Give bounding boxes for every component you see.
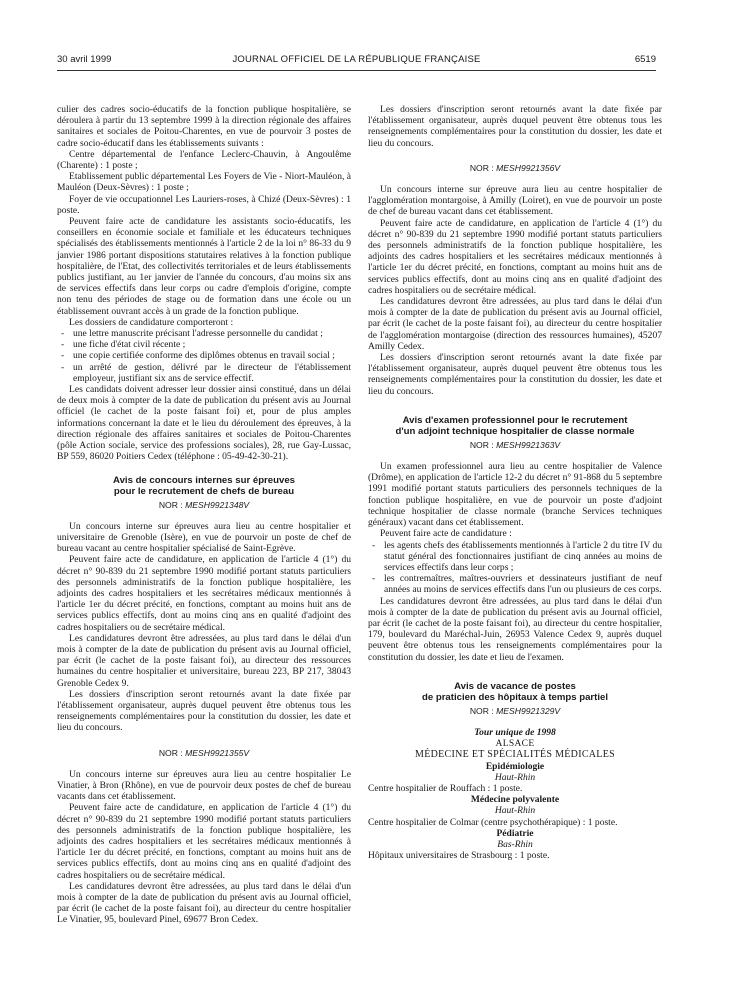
section-title: [57, 475, 351, 497]
list-item: - les contremaîtres, maîtres-ouvriers et dessinateurs justifiant de neuf années au moins de services effectifs dans l'un ou plusieurs de ces corps.: [372, 573, 662, 595]
section-title-line: Avis de concours internes sur épreuves: [113, 474, 295, 486]
list-item: - une lettre manuscrite précisant l'adresse personnelle du candidat ;: [61, 328, 351, 339]
post-entry: Centre hospitalier de Colmar (centre psychothérapique) : 1 poste.: [368, 816, 618, 828]
specialty-heading: Médecine polyvalente: [470, 794, 560, 806]
issue-date: 30 avril 1999: [57, 54, 112, 65]
paragraph: Etablissement public départemental Les Foyers de Vie - Niort-Mauléon, à Mauléon (Deux-Sèvres) : 1 poste ;: [57, 171, 351, 194]
paragraph: Peuvent faire acte de candidature, en application de l'article 4 (1°) du décret n° 90-839 du 21 septembre 1990 modifié portant statuts particuliers des personnels administratifs de la fonction publique hospitalière, les adjoints des cadres hospitaliers et les secrétaires médicaux mentionnés à l'article 1er du décret précité, en fonctions, comptant au moins huit ans de services publics effectifs, dont au moins cinq ans en qualité d'adjoint des cadres hospitaliers ou de secrétaire médical.: [57, 554, 351, 633]
section-title-line: d'un adjoint technique hospitalier de classe normale: [395, 425, 635, 437]
region-heading: ALSACE: [495, 738, 535, 750]
nor-code: MESH9921355V: [185, 747, 250, 758]
section-title-line: de praticien des hôpitaux à temps partiel: [421, 691, 609, 703]
department-heading: Haut-Rhin: [494, 771, 536, 783]
paragraph: Un concours interne sur épreuves aura lieu au centre hospitalier Le Vinatier, à Bron (Rhône), en vue de pourvoir deux postes de chef de bureau vacants dans cet établissement.: [57, 768, 351, 803]
list-item: - une fiche d'état civil récente ;: [61, 339, 351, 350]
paragraph: Les candidats doivent adresser leur dossier ainsi constitué, dans un délai de deux mois à compter de la date de publication du présent avis au Journal officiel (le cachet de la poste faisant foi) et, pour de plus amples informations concernant la date et le lieu du déroulement des épreuves, à la direction régionale des affaires sanitaires et sociales de Poitou-Charentes (pôle Action sociale, service des professions sociales), 28, rue Gay-Lussac, BP 559, 86020 Poitiers Cedex (téléphone : 05-49-42-30-21).: [57, 384, 351, 463]
candidate-list: [368, 540, 662, 596]
nor-reference: [368, 163, 662, 174]
paragraph: Foyer de vie occupationnel Les Lauriers-roses, à Chizé (Deux-Sèvres) : 1 poste.: [57, 193, 351, 216]
paragraph: Les dossiers d'inscription seront retournés avant la date fixée par l'établissement organisateur, auprès duquel peuvent être obtenus tous les renseignements complémentaires pour la constitution du dossier, les date et lieu du concours.: [57, 688, 351, 734]
paragraph: Les candidatures devront être adressées, au plus tard dans le délai d'un mois à compter de la date de publication du présent avis au Journal officiel, par écrit (le cachet de la poste faisant foi), au directeur du centre hospitalier de l'agglomération montargoise (direction des ressources humaines), 45207 Amilly Cedex.: [368, 296, 662, 352]
journal-title: JOURNAL OFFICIEL DE LA RÉPUBLIQUE FRANÇAISE: [232, 54, 481, 65]
department-heading: Bas-Rhin: [497, 838, 533, 850]
right-column: [368, 104, 662, 861]
paragraph: Peuvent faire acte de candidature :: [380, 528, 512, 540]
paragraph: Les dossiers d'inscription seront retournés avant la date fixée par l'établissement organisateur, auprès duquel peuvent être obtenus tous les renseignements complémentaires pour la constitution du dossier, les date et lieu du concours.: [368, 352, 662, 397]
nor-label: NOR :: [158, 747, 183, 758]
paragraph: Un examen professionnel aura lieu au centre hospitalier de Valence (Drôme), en application de l'article 12-2 du décret n° 91-868 du 5 septembre 1991 modifié portant statuts particuliers des personnels techniques de la fonction publique hospitalière, en vue de pourvoir un poste d'adjoint technique hospitalier de classe normale (branche Services techniques généraux) vacant dans cet établissement.: [368, 461, 662, 529]
specialty-heading: Epidémiologie: [485, 760, 545, 772]
paragraph: Peuvent faire acte de candidature, en application de l'article 4 (1°) du décret n° 90-839 du 21 septembre 1990 modifié portant statuts particuliers des personnels administratifs de la fonction publique hospitalière, les adjoints des cadres hospitaliers et les secrétaires médicaux mentionnés à l'article 1er du décret précité, en fonctions, comptant au moins huit ans de services publics effectifs, dont au moins cinq ans en qualité d'adjoint des cadres hospitaliers ou de secrétaire médical.: [368, 217, 662, 296]
dossier-list: [57, 328, 351, 384]
department-heading: Haut-Rhin: [494, 805, 536, 817]
nor-reference: [368, 706, 662, 717]
nor-code: MESH9921329V: [496, 705, 561, 716]
post-entry: Hôpitaux universitaires de Strasbourg : 1 poste.: [368, 850, 550, 862]
section-title: [368, 415, 662, 437]
paragraph: Peuvent faire acte de candidature les assistants socio-éducatifs, les conseillers en économie sociale et familiale et les éducateurs techniques spécialisés des établissements mentionnés à l'article 2 de la loi n° 86-33 du 9 janvier 1986 portant dispositions statutaires relatives à la fonction publique hospitalière, de l'Etat, des collectivités territoriales et de leurs établissements publics justifiant, au 1er janvier de l'année du concours, d'au moins six ans de services effectifs dans leur corps ou cadre d'emplois d'origine, compte non tenu des périodes de stage ou de formation dans une école ou un établissement ouvrant accès à un grade de la fonction publique.: [57, 216, 351, 317]
paragraph: Un concours interne sur épreuve aura lieu au centre hospitalier de l'agglomération montargoise, à Amilly (Loiret), en vue de pourvoir un poste de chef de bureau vacant dans cet établissement.: [368, 184, 662, 218]
page-number: 6519: [634, 54, 656, 65]
paragraph: Un concours interne sur épreuves aura lieu au centre hospitalier et universitaire de Grenoble (Isère), en vue de pourvoir un poste de chef de bureau vacant au centre hospitalier spécialisé de Saint-Egrève.: [57, 520, 351, 555]
nor-reference: [368, 440, 662, 451]
list-item: - une copie certifiée conforme des diplômes obtenus en travail social ;: [61, 350, 351, 361]
list-item: - un arrêté de gestion, délivré par le directeur de l'établissement employeur, justifiant six ans de service effectif.: [61, 362, 351, 384]
paragraph: Les candidatures devront être adressées, au plus tard dans le délai d'un mois à compter de la date de publication du présent avis au Journal officiel, par écrit (le cachet de la poste faisant foi), au directeur du centre hospitalier Le Vinatier, 95, boulevard Pinel, 69677 Bron Cedex.: [57, 880, 351, 926]
nor-label: NOR :: [469, 705, 494, 716]
paragraph: Peuvent faire acte de candidature, en application de l'article 4 (1°) du décret n° 90-839 du 21 septembre 1990 modifié portant statuts particuliers des personnels administratifs de la fonction publique hospitalière, les adjoints des cadres hospitaliers et les secrétaires médicaux mentionnés à l'article 1er du décret précité, en fonctions, comptant au moins huit ans de services publics effectifs, dont au moins cinq ans en qualité d'adjoint des cadres hospitaliers ou de secrétaire médical.: [57, 802, 351, 881]
paragraph: Les candidatures devront être adressées, au plus tard dans le délai d'un mois à compter de la date de publication du présent avis au Journal officiel, par écrit (le cachet de la poste faisant foi), au directeur des ressources humaines du centre hospitalier et universitaire, bureau 223, BP 217, 38043 Grenoble Cedex 9.: [57, 632, 351, 689]
paragraph: Les dossiers d'inscription seront retournés avant la date fixée par l'établissement organisateur, auprès duquel peuvent être obtenus tous les renseignements complémentaires pour la constitution du dossier, les date et lieu du concours.: [368, 104, 662, 149]
tour-heading: Tour unique de 1998: [474, 726, 556, 738]
paragraph: Les dossiers de candidature comporteront :: [69, 316, 234, 328]
nor-label: NOR :: [158, 499, 183, 510]
left-column: [57, 104, 351, 926]
domain-heading: MÉDECINE ET SPÉCIALITÉS MÉDICALES: [415, 749, 615, 761]
specialty-heading: Pédiatrie: [496, 827, 534, 839]
section-title-line: pour le recrutement de chefs de bureau: [113, 485, 295, 497]
page-header: [57, 54, 656, 68]
section-title-line: Avis de vacance de postes: [454, 680, 576, 692]
nor-code: MESH9921356V: [496, 162, 561, 173]
nor-label: NOR :: [469, 162, 494, 173]
nor-code: MESH9921348V: [185, 499, 250, 510]
nor-reference: [57, 748, 351, 759]
paragraph: Les candidatures devront être adressées, au plus tard dans le délai d'un mois à compter de la date de publication du présent avis au Journal officiel, par écrit (le cachet de la poste faisant foi), au directeur du centre hospitalier, 179, boulevard du Maréchal-Juin, 26953 Valence Cedex 9, auprès duquel peuvent être obtenus tous les renseignements complémentaires pour la constitution du dossier, les date et lieu de l'examen.: [368, 595, 662, 663]
nor-code: MESH9921363V: [496, 439, 561, 450]
paragraph: Centre départemental de l'enfance Leclerc-Chauvin, à Angoulême (Charente) : 1 poste ;: [57, 148, 351, 172]
list-item: - les agents chefs des établissements mentionnés à l'article 2 du titre IV du statut général des fonctionnaires justifiant de cinq années au moins de services effectifs dans leur corps ;: [372, 540, 662, 574]
section-title-line: Avis d'examen professionnel pour le recrutement: [402, 414, 628, 426]
nor-reference: [57, 500, 351, 511]
header-rule: [57, 70, 656, 71]
section-title: [368, 681, 662, 703]
paragraph: culier des cadres socio-éducatifs de la fonction publique hospitalière, se déroulera à partir du 13 septembre 1999 à la direction régionale des affaires sanitaires et sociales de Poitou-Charentes, en vue de pourvoir 3 postes de cadre socio-éducatif dans les établissements suivants :: [57, 104, 351, 149]
post-entry: Centre hospitalier de Rouffach : 1 poste.: [368, 782, 523, 794]
nor-label: NOR :: [469, 439, 494, 450]
